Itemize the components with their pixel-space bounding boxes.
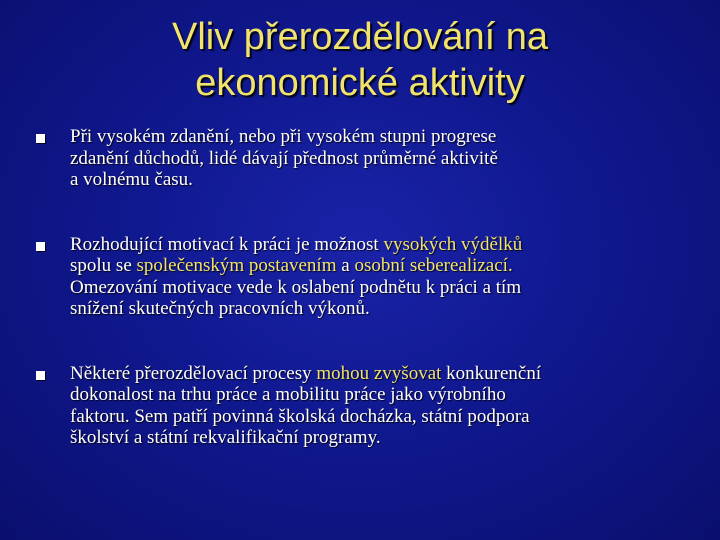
bullet-item-3	[34, 363, 684, 449]
highlight-vysokych-vydelku: vysokých výdělků	[383, 233, 523, 255]
bullet-3-line-3: faktoru. Sem patří povinná školská docházka, státní podpora	[70, 405, 530, 427]
bullet-2-line-2	[70, 255, 684, 277]
text-run: konkurenční	[441, 362, 542, 384]
bullet-2-line-1	[70, 234, 684, 256]
title-line-1: Vliv přerozdělování na	[172, 16, 548, 58]
bullet-1-line-1: Při vysokém zdanění, nebo při vysokém stupni progrese	[70, 126, 497, 147]
square-bullet-icon	[36, 242, 45, 251]
highlight-mohou-zvysovat: mohou zvyšovat	[316, 362, 442, 384]
bullet-list	[34, 126, 684, 449]
bullet-1-line-2: zdanění důchodů, lidé dávají přednost průměrné aktivitě	[70, 147, 498, 169]
text-run: Některé přerozdělovací procesy	[70, 362, 317, 384]
square-bullet-icon	[36, 134, 45, 143]
text-run: spolu se	[70, 255, 137, 276]
bullet-3-line-4: školství a státní rekvalifikační programy.	[70, 427, 381, 448]
text-run: Rozhodující motivací k práci je možnost	[70, 233, 384, 255]
slide-title	[0, 14, 720, 106]
bullet-2-line-3: Omezování motivace vede k oslabení podnětu k práci a tím	[70, 276, 522, 298]
bullet-3-line-2: dokonalost na trhu práce a mobilitu práce jako výrobního	[70, 384, 506, 405]
bullet-item-1	[34, 126, 684, 191]
bullet-item-2	[34, 234, 684, 320]
highlight-osobni-seberealizaci: osobní seberealizací.	[354, 255, 513, 276]
highlight-spolecenskym-postavenim: společenským postavením	[136, 255, 337, 276]
square-bullet-icon	[36, 371, 45, 380]
bullet-1-line-3: a volnému času.	[70, 169, 193, 190]
text-run: a	[336, 255, 355, 276]
title-line-2: ekonomické aktivity	[195, 62, 525, 104]
bullet-3-line-1	[70, 363, 684, 385]
bullet-2-line-4: snížení skutečných pracovních výkonů.	[70, 298, 370, 319]
